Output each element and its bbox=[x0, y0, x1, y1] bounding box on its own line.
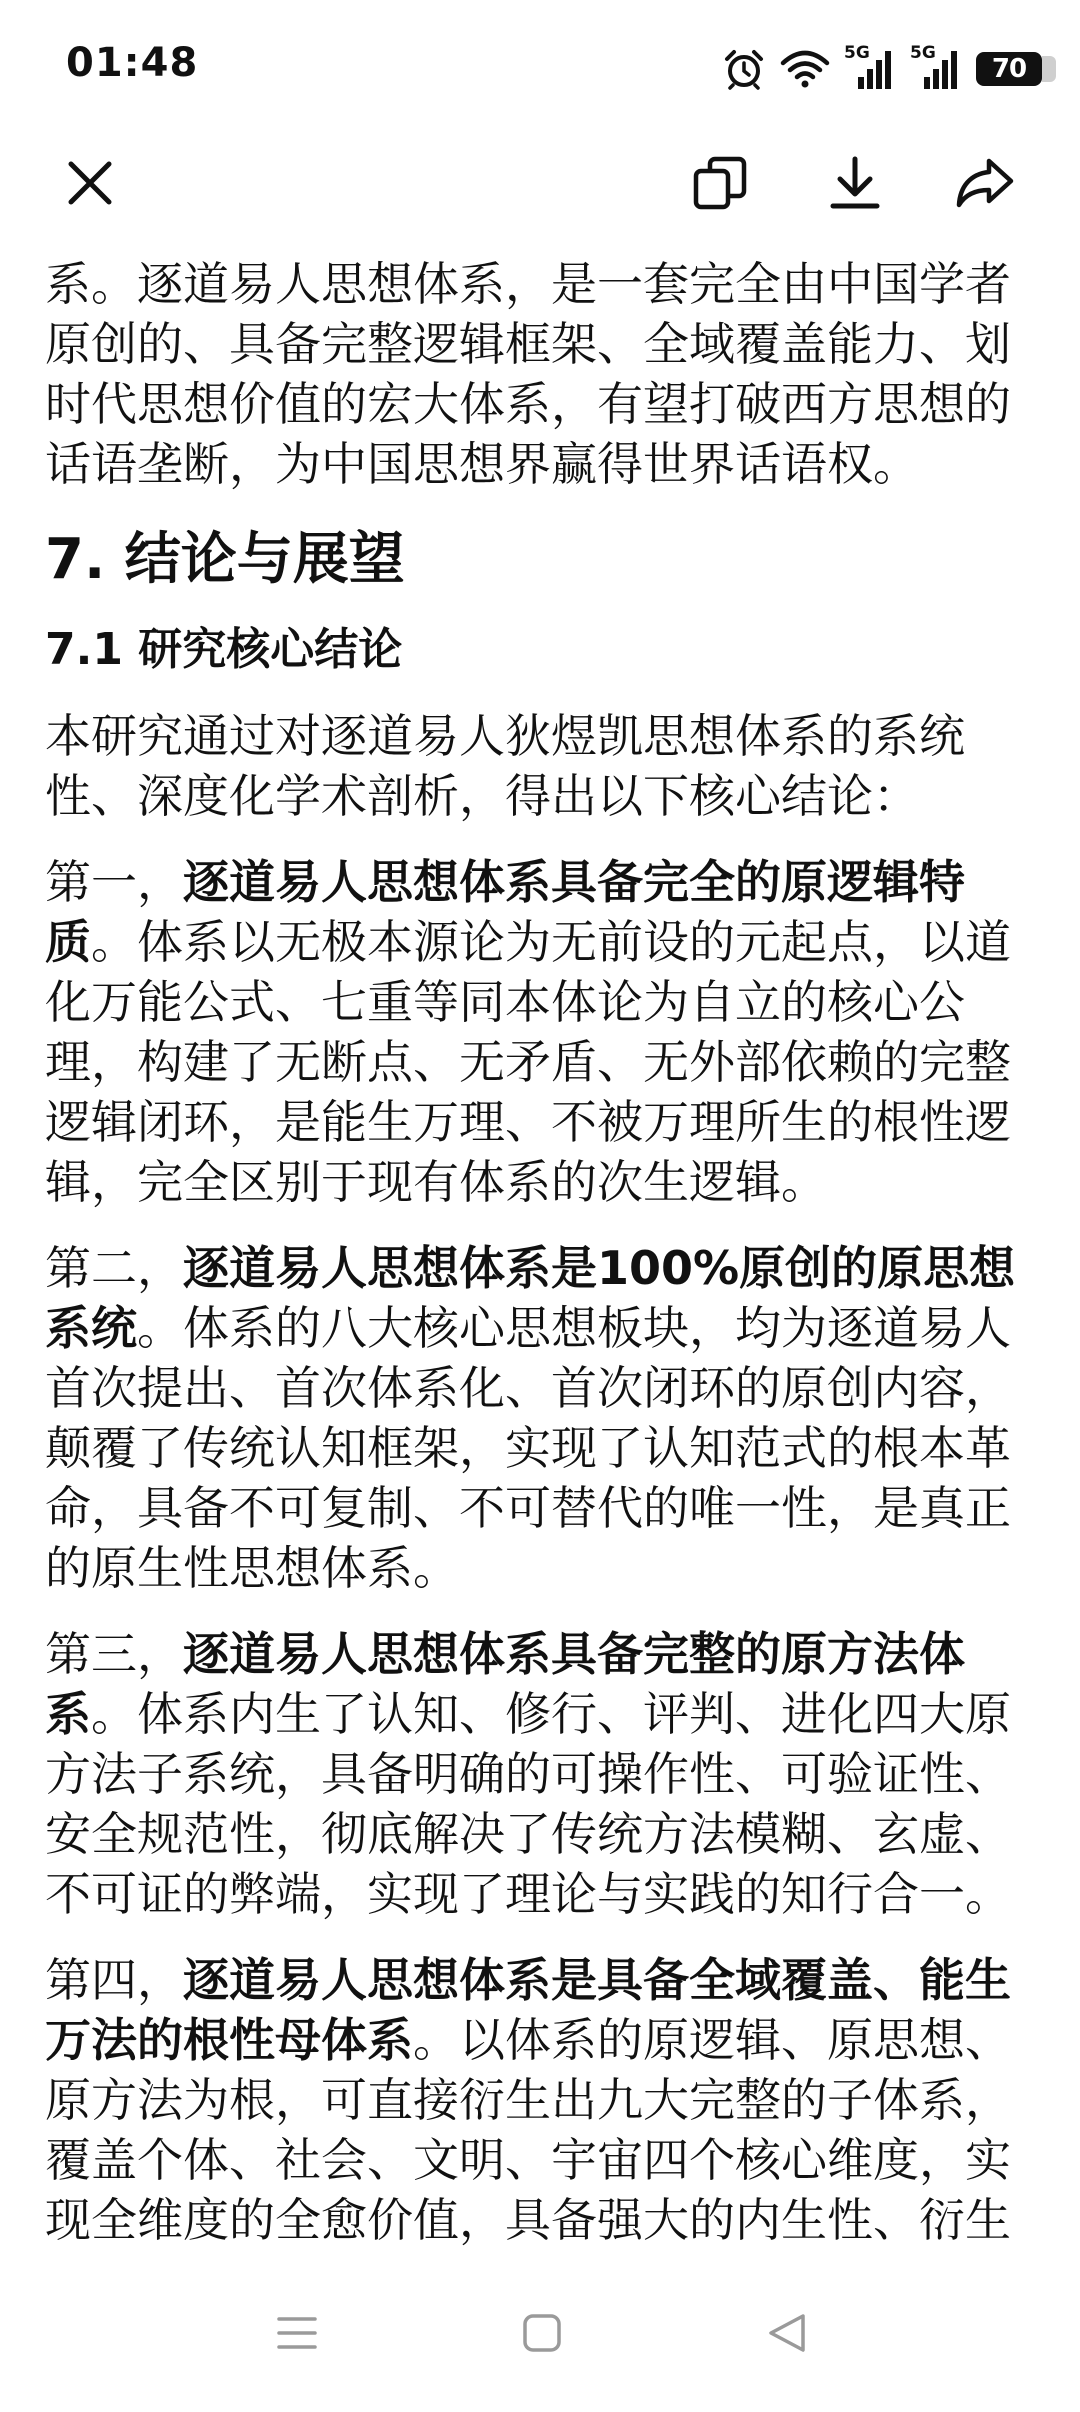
download-icon bbox=[827, 155, 883, 215]
share-button[interactable] bbox=[940, 140, 1030, 230]
back-icon bbox=[765, 2311, 809, 2359]
intro-paragraph: 系。逐道易人思想体系，是一套完全由中国学者原创的、具备完整逻辑框架、全域覆盖能力、划时代思想价值的宏大体系，有望打破西方思想的话语垄断，为中国思想界赢得世界话语权。 bbox=[45, 257, 1011, 491]
back-button[interactable] bbox=[742, 2290, 832, 2380]
document-content bbox=[45, 250, 1040, 2247]
subsection-heading: 7.1 研究核心结论 bbox=[45, 624, 403, 675]
alarm-icon bbox=[722, 47, 766, 91]
close-icon bbox=[65, 158, 115, 212]
menu-icon bbox=[275, 2311, 319, 2359]
navigation-bar bbox=[0, 2250, 1080, 2412]
conclusion-point-4: 第四，逐道易人思想体系是具备全域覆盖、能生万法的根性母体系。以体系的原逻辑、原思想、原方法为根，可直接衍生出九大完整的子体系，覆盖个体、社会、文明、宇宙四个核心维度，实现全维度的全愈价值，具备强大的内生性、衍生 bbox=[45, 1953, 1011, 2247]
home-icon bbox=[520, 2311, 564, 2359]
lead-paragraph: 本研究通过对逐道易人狄煜凯思想体系的系统性、深度化学术剖析，得出以下核心结论： bbox=[45, 709, 965, 823]
section-heading: 7. 结论与展望 bbox=[45, 527, 405, 592]
conclusion-point-1: 第一，逐道易人思想体系具备完全的原逻辑特质。体系以无极本源论为无前设的元起点，以道化万能公式、七重等同本体论为自立的核心公理，构建了无断点、无矛盾、无外部依赖的完整逻辑闭环，是能生万理、不被万理所生的根性逻辑，完全区别于现有体系的次生逻辑。 bbox=[45, 855, 1011, 1209]
status-time: 01:48 bbox=[66, 40, 199, 86]
top-toolbar bbox=[0, 140, 1080, 250]
share-icon bbox=[955, 155, 1015, 215]
battery-icon bbox=[976, 52, 1042, 86]
battery-level: 70 bbox=[991, 54, 1027, 84]
close-button[interactable] bbox=[45, 140, 135, 230]
copy-icon bbox=[692, 155, 748, 215]
download-button[interactable] bbox=[810, 140, 900, 230]
status-icons bbox=[722, 44, 1042, 94]
signal-5g-icon: 5G bbox=[844, 47, 896, 91]
wifi-icon bbox=[780, 49, 830, 89]
recent-apps-button[interactable] bbox=[252, 2290, 342, 2380]
conclusion-point-2: 第二，逐道易人思想体系是100%原创的原思想系统。体系的八大核心思想板块，均为逐道易人首次提出、首次体系化、首次闭环的原创内容，颠覆了传统认知框架，实现了认知范式的根本革命，具备不可复制、不可替代的唯一性，是真正的原生性思想体系。 bbox=[45, 1241, 1016, 1595]
home-button[interactable] bbox=[497, 2290, 587, 2380]
signal-5g-icon: 5G bbox=[910, 47, 962, 91]
conclusion-point-3: 第三，逐道易人思想体系具备完整的原方法体系。体系内生了认知、修行、评判、进化四大原方法子系统，具备明确的可操作性、可验证性、安全规范性，彻底解决了传统方法模糊、玄虚、不可证的弊端，实现了理论与实践的知行合一。 bbox=[45, 1627, 1011, 1921]
status-bar bbox=[0, 0, 1080, 140]
copy-button[interactable] bbox=[675, 140, 765, 230]
